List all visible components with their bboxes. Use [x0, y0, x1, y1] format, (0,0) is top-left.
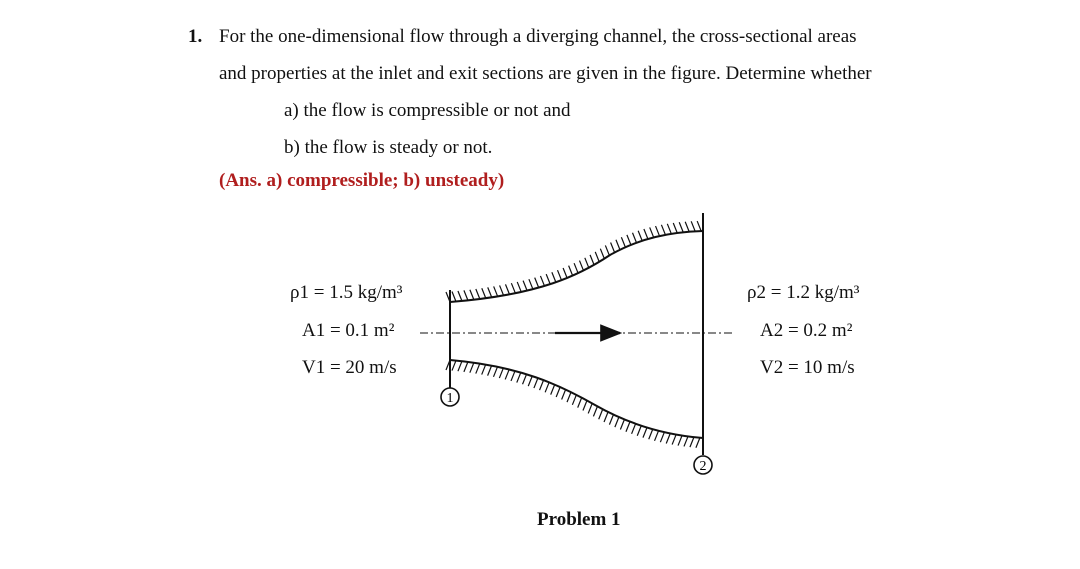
hatch-mark: [585, 258, 589, 268]
exit-velocity-label: V2 = 10 m/s: [760, 357, 855, 378]
hatch-mark: [499, 368, 503, 378]
hatch-mark: [583, 400, 587, 410]
hatch-mark: [511, 283, 515, 293]
hatch-mark: [616, 240, 620, 250]
hatch-mark: [458, 361, 462, 371]
lower-hatching: [446, 360, 700, 448]
hatch-mark: [500, 285, 504, 295]
hatch-mark: [633, 233, 637, 243]
hatch-mark: [649, 429, 653, 439]
hatch-mark: [637, 426, 641, 436]
inlet-area-label: A1 = 0.1 m²: [302, 320, 395, 341]
hatch-mark: [552, 272, 556, 282]
hatch-mark: [572, 395, 576, 405]
hatch-mark: [517, 282, 521, 292]
hatch-mark: [691, 221, 695, 231]
hatch-mark: [517, 373, 521, 383]
hatch-mark: [656, 226, 660, 236]
part-a: a) the flow is compressible or not and: [284, 100, 571, 121]
hatch-mark: [590, 255, 594, 265]
hatch-mark: [673, 223, 677, 233]
hatch-mark: [643, 428, 647, 438]
hatch-mark: [605, 245, 609, 255]
section-marker-2: [694, 456, 712, 474]
hatch-mark: [626, 422, 630, 432]
hatch-mark: [679, 222, 683, 232]
hatch-mark: [599, 409, 603, 419]
inlet-velocity-label: V1 = 20 m/s: [302, 357, 397, 378]
hatch-mark: [535, 278, 539, 288]
hatch-mark: [666, 433, 670, 443]
hatch-mark: [600, 249, 604, 259]
hatch-mark: [593, 406, 597, 416]
hatch-mark: [545, 382, 549, 392]
hatch-mark: [621, 237, 625, 247]
hatch-mark: [684, 436, 688, 446]
inlet-density-label: ρ1 = 1.5 kg/m³: [290, 282, 403, 303]
hatch-mark: [632, 424, 636, 434]
hatch-mark: [523, 281, 527, 291]
hatch-mark: [644, 229, 648, 239]
lower-wall: [450, 360, 703, 438]
hatch-mark: [595, 252, 599, 262]
hatch-mark: [604, 412, 608, 422]
hatch-mark: [696, 438, 700, 448]
exit-area-label: A2 = 0.2 m²: [760, 320, 853, 341]
hatch-mark: [494, 286, 498, 296]
hatch-mark: [558, 270, 562, 280]
hatch-mark: [452, 292, 456, 302]
hatch-mark: [678, 436, 682, 446]
hatch-mark: [588, 403, 592, 413]
exit-density-label: ρ2 = 1.2 kg/m³: [747, 282, 860, 303]
hatch-mark: [534, 378, 538, 388]
section-marker-1: [441, 388, 459, 406]
answer-text: (Ans. a) compressible; b) unsteady): [219, 170, 505, 191]
hatch-mark: [661, 225, 665, 235]
hatch-mark: [655, 431, 659, 441]
hatch-mark: [529, 279, 533, 289]
problem-text-1: For the one-dimensional flow through a diverging channel, the cross-sectional areas: [219, 26, 857, 47]
hatch-mark: [627, 235, 631, 245]
hatch-mark: [540, 380, 544, 390]
hatch-mark: [562, 390, 566, 400]
hatch-mark: [482, 365, 486, 375]
hatch-mark: [482, 288, 486, 298]
upper-wall: [450, 231, 703, 302]
hatch-mark: [556, 387, 560, 397]
hatch-mark: [578, 398, 582, 408]
hatch-mark: [464, 290, 468, 300]
hatch-mark: [452, 361, 456, 371]
hatch-mark: [470, 290, 474, 300]
problem-number: 1.: [188, 26, 203, 47]
hatch-mark: [540, 276, 544, 286]
figure-caption: Problem 1: [537, 509, 621, 530]
hatch-mark: [609, 415, 613, 425]
hatch-mark: [511, 371, 515, 381]
problem-line-2: and properties at the inlet and exit sections are given in the figure. Determine whether: [219, 63, 872, 84]
hatch-mark: [458, 291, 462, 301]
hatch-mark: [464, 362, 468, 372]
svg-text:1: 1: [446, 391, 454, 406]
hatch-mark: [569, 266, 573, 276]
hatch-mark: [546, 274, 550, 284]
hatch-mark: [574, 263, 578, 273]
hatch-mark: [567, 392, 571, 402]
hatch-mark: [476, 364, 480, 374]
hatch-mark: [528, 376, 532, 386]
part-b: b) the flow is steady or not.: [284, 137, 493, 158]
hatch-mark: [476, 289, 480, 299]
svg-text:2: 2: [699, 459, 707, 474]
hatch-mark: [685, 222, 689, 232]
hatch-mark: [620, 419, 624, 429]
hatch-mark: [697, 221, 701, 231]
hatch-mark: [672, 435, 676, 445]
hatch-mark: [523, 374, 527, 384]
hatch-mark: [615, 417, 619, 427]
hatch-mark: [650, 227, 654, 237]
hatch-mark: [493, 367, 497, 377]
hatch-mark: [667, 224, 671, 234]
hatch-mark: [488, 287, 492, 297]
hatch-mark: [611, 242, 615, 252]
hatch-mark: [505, 369, 509, 379]
hatch-mark: [690, 437, 694, 447]
hatch-mark: [470, 363, 474, 373]
hatch-mark: [660, 432, 664, 442]
hatch-mark: [551, 385, 555, 395]
hatch-mark: [638, 231, 642, 241]
upper-hatching: [446, 221, 701, 302]
hatch-mark: [488, 366, 492, 376]
hatch-mark: [579, 261, 583, 271]
hatch-mark: [563, 268, 567, 278]
hatch-mark: [505, 284, 509, 294]
